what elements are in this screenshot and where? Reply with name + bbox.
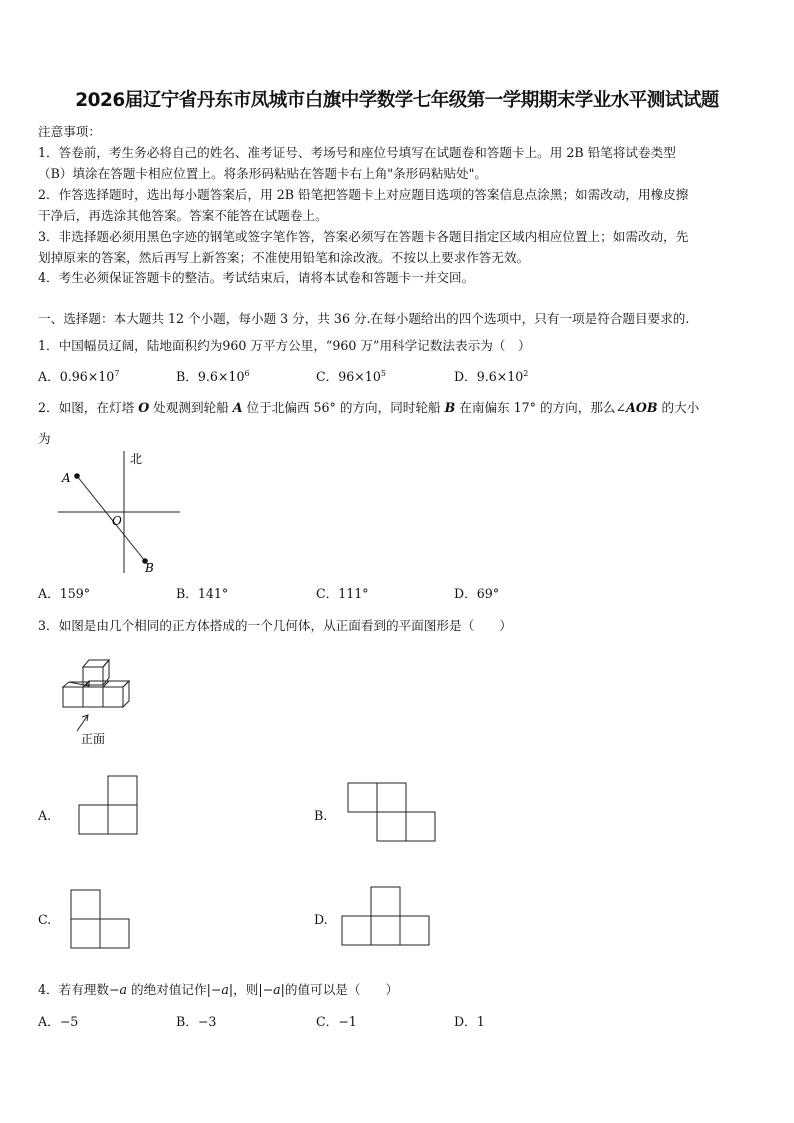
q2-option-a: A．159° bbox=[38, 586, 91, 601]
q1-option-d-exp: 2 bbox=[523, 369, 529, 378]
q4-stem bbox=[38, 979, 398, 998]
q2-stem-part: 在南偏东 17° 的方向，那么∠ bbox=[455, 400, 627, 415]
q4-option-d: D．1 bbox=[454, 1014, 485, 1029]
ray-oa-ob bbox=[77, 476, 145, 561]
q3-option-d-figure bbox=[341, 886, 433, 948]
front-view-label: 正面 bbox=[81, 732, 106, 746]
q2-var-b: B bbox=[444, 400, 456, 415]
north-label: 北 bbox=[130, 452, 143, 466]
q4-expr: |−a| bbox=[258, 982, 285, 997]
q1-option-c-exp: 5 bbox=[380, 369, 386, 378]
point-a-label: A bbox=[62, 471, 71, 485]
q4-stem-part: 的值可以是（ ） bbox=[284, 982, 399, 997]
q3-option-d-label: D. bbox=[314, 912, 328, 927]
view-arrow bbox=[77, 715, 88, 731]
notes-heading: 注意事项： bbox=[38, 124, 101, 139]
q3-option-a-label: A. bbox=[38, 808, 52, 823]
point-b-label: B bbox=[145, 561, 154, 575]
square bbox=[79, 805, 108, 834]
q4-stem-part: 的绝对值记作 bbox=[127, 982, 207, 997]
q4-option-b: B．−3 bbox=[176, 1014, 217, 1029]
square bbox=[371, 887, 400, 916]
q3-option-b-figure bbox=[347, 782, 439, 844]
top-cube-top bbox=[83, 660, 109, 667]
square bbox=[71, 919, 100, 948]
notes-line: 干净后，再选涂其他答案。答案不能答在试题卷上。 bbox=[38, 208, 328, 223]
notes-line: 2．作答选择题时，选出每小题答案后，用 2B 铅笔把答题卡上对应题目选项的答案信息点涂黑；如需改动，用橡皮擦 bbox=[38, 187, 689, 202]
q2-stem-part: 的大小 bbox=[657, 400, 700, 415]
square bbox=[400, 916, 429, 945]
q1-stem: 1．中国幅员辽阔，陆地面积约为960 万平方公里，“960 万”用科学记数法表示为（ ） bbox=[38, 338, 531, 353]
q2-stem bbox=[38, 397, 699, 416]
section-heading: 一、选择题：本大题共 12 个小题，每小题 3 分，共 36 分.在每小题给出的四个选项中，只有一项是符合题目要求的. bbox=[38, 311, 690, 326]
notes-line: 1．答卷前，考生务必将自己的姓名、准考证号、考场号和座位号填写在试题卷和答题卡上。用 2B 铅笔将试卷类型 bbox=[38, 145, 676, 160]
q3-option-a-figure bbox=[78, 775, 140, 837]
q1-option-a-exp: 7 bbox=[114, 369, 120, 378]
q1-option-a-label: A．0.96×10 bbox=[38, 369, 115, 384]
q4-option-c: C．−1 bbox=[316, 1014, 357, 1029]
square bbox=[377, 783, 406, 812]
q2-stem-part: 位于北偏西 56° 的方向，同时轮船 bbox=[242, 400, 445, 415]
q2-stem-line2: 为 bbox=[38, 431, 51, 446]
q4-option-a: A．−5 bbox=[38, 1014, 79, 1029]
q2-var-a: A bbox=[232, 400, 243, 415]
q4-expr: |−a| bbox=[206, 982, 234, 997]
notes-line: （B）填涂在答题卡相应位置上。将条形码粘贴在答题卡右上角"条形码粘贴处"。 bbox=[38, 166, 488, 181]
q1-option-b bbox=[176, 366, 250, 385]
notes-line: 4．考生必须保证答题卡的整洁。考试结束后，请将本试卷和答题卡一并交回。 bbox=[38, 270, 475, 285]
front-cube-left bbox=[63, 687, 83, 707]
q2-option-b: B．141° bbox=[176, 586, 229, 601]
square bbox=[71, 890, 100, 919]
q2-option-c: C．111° bbox=[316, 586, 369, 601]
page-title: 2026届辽宁省丹东市凤城市白旗中学数学七年级第一学期期末学业水平测试试题 bbox=[75, 90, 719, 111]
square bbox=[348, 783, 377, 812]
front-cube-mid bbox=[83, 687, 103, 707]
q2-stem-part: 处观测到轮船 bbox=[149, 400, 233, 415]
q2-var-o: O bbox=[138, 400, 150, 415]
q2-option-d: D．69° bbox=[454, 586, 500, 601]
point-a-dot bbox=[74, 473, 80, 479]
q1-option-b-label: B．9.6×10 bbox=[176, 369, 245, 384]
square bbox=[406, 812, 435, 841]
q1-option-a bbox=[38, 366, 119, 385]
right-cube-top bbox=[103, 681, 129, 687]
square bbox=[108, 776, 137, 805]
q3-option-c-label: C. bbox=[38, 912, 52, 927]
q1-option-b-exp: 6 bbox=[244, 369, 250, 378]
front-cube-right bbox=[103, 687, 123, 707]
q4-expr: −a bbox=[108, 982, 128, 997]
q2-compass-figure bbox=[50, 445, 180, 580]
point-o-label: O bbox=[112, 514, 122, 528]
q1-option-d-label: D．9.6×10 bbox=[454, 369, 524, 384]
right-cube-side bbox=[123, 681, 129, 707]
q3-option-c-figure bbox=[70, 889, 132, 951]
q3-solid-figure bbox=[55, 655, 145, 747]
square bbox=[100, 919, 129, 948]
q2-var-aob: AOB bbox=[626, 400, 658, 415]
square bbox=[377, 812, 406, 841]
q1-option-c-label: C．96×10 bbox=[316, 369, 381, 384]
q3-option-b-label: B. bbox=[314, 808, 328, 823]
q1-option-c bbox=[316, 366, 386, 385]
notes-line: 3．非选择题必须用黑色字迹的钢笔或签字笔作答，答案必须写在答题卡各题目指定区域内相应位置上；如需改动，先 bbox=[38, 229, 689, 244]
square bbox=[371, 916, 400, 945]
q3-stem: 3．如图是由几个相同的正方体搭成的一个几何体，从正面看到的平面图形是（ ） bbox=[38, 618, 512, 633]
square bbox=[108, 805, 137, 834]
q4-stem-part: ，则 bbox=[233, 982, 259, 997]
q1-option-d bbox=[454, 366, 528, 385]
q2-stem-part: 2．如图，在灯塔 bbox=[38, 400, 139, 415]
notes-line: 划掉原来的答案，然后再写上新答案；不准使用铅笔和涂改液。不按以上要求作答无效。 bbox=[38, 250, 530, 265]
square bbox=[342, 916, 371, 945]
q4-stem-part: 4．若有理数 bbox=[38, 982, 109, 997]
